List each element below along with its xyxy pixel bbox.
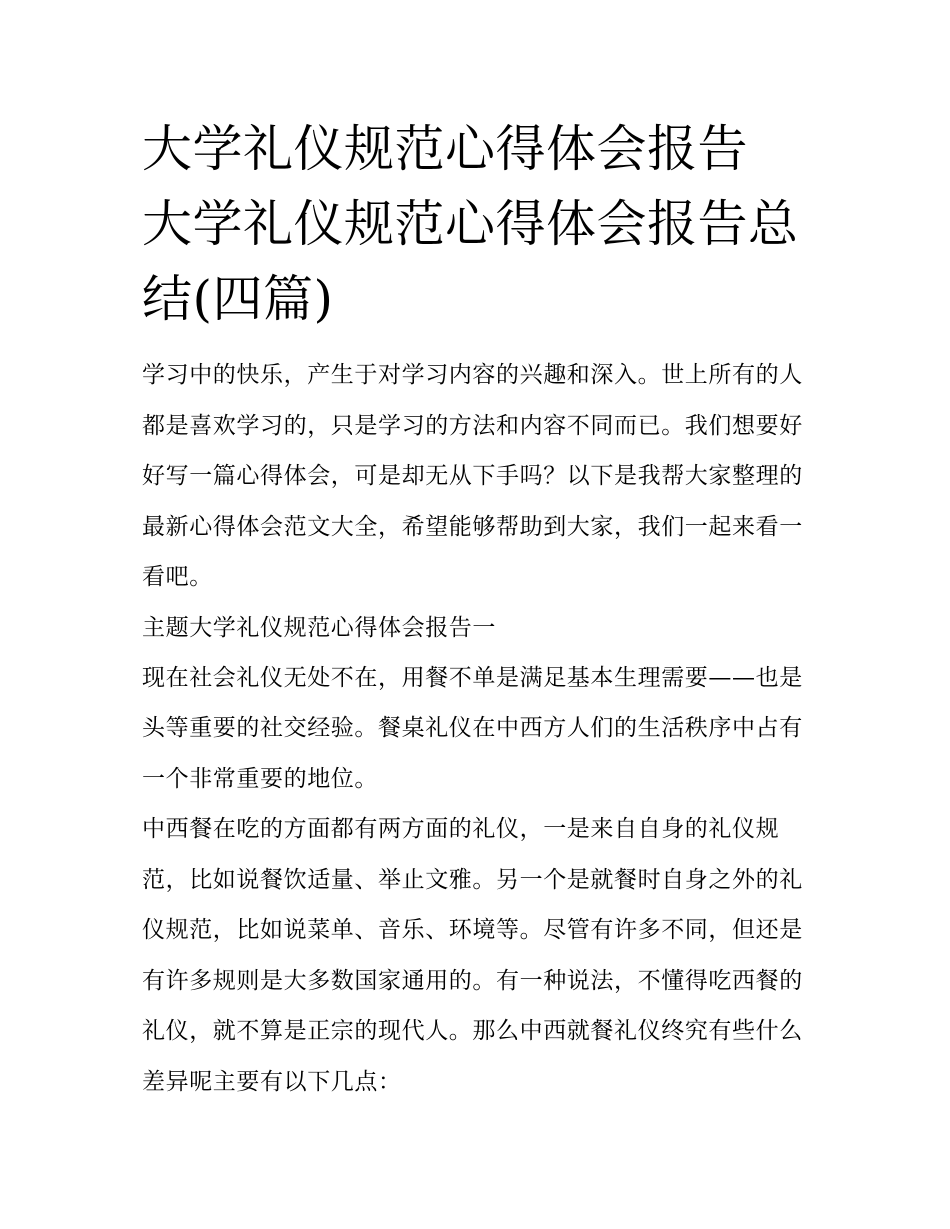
body-paragraph-2: 中西餐在吃的方面都有两方面的礼仪，一是来自自身的礼仪规范，比如说餐饮适量、举止文雅。另一个是就餐时自身之外的礼仪规范，比如说菜单、音乐、环境等。尽管有许多不同，但还是有许多规则是大多数国家通用的。有一种说法，不懂得吃西餐的礼仪，就不算是正宗的现代人。那么中西就餐礼仪终究有些什么差异呢主要有以下几点： — [142, 816, 803, 1095]
document-title: 大学礼仪规范心得体会报告 大学礼仪规范心得体会报告总结(四篇) — [142, 120, 799, 328]
body-paragraph-1: 现在社会礼仪无处不在，用餐不单是满足基本生理需要——也是头等重要的社交经验。餐桌礼仪在中西方人们的生活秩序中占有一个非常重要的地位。 — [142, 664, 803, 792]
document-body — [142, 112, 812, 1107]
intro-paragraph: 学习中的快乐，产生于对学习内容的兴趣和深入。世上所有的人都是喜欢学习的，只是学习的方法和内容不同而已。我们想要好好写一篇心得体会，可是却无从下手吗？以下是我帮大家整理的最新心得体会范文大全，希望能够帮助到大家，我们一起来看一看吧。 — [142, 362, 803, 590]
section-heading: 主题大学礼仪规范心得体会报告一 — [142, 614, 496, 641]
